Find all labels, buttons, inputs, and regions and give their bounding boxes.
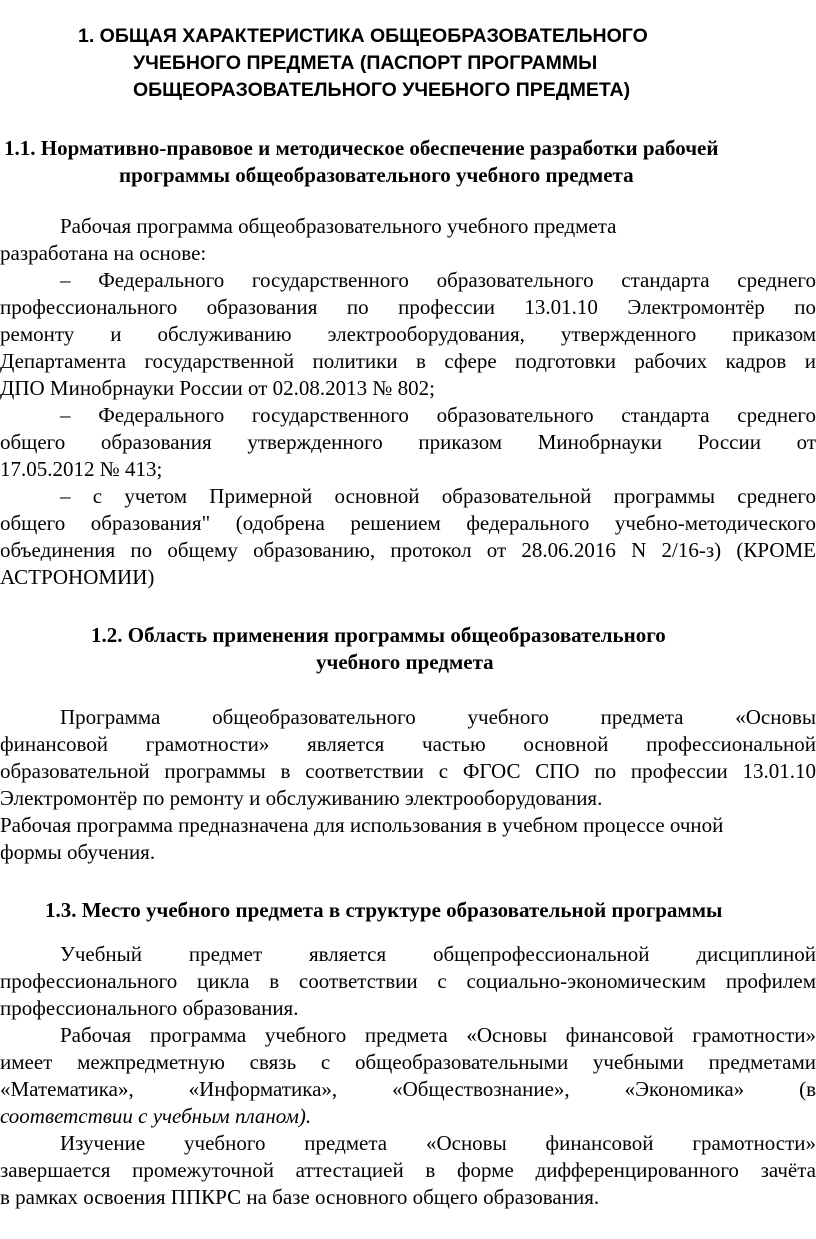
section-1-title-line-2: УЧЕБНОГО ПРЕДМЕТА (ПАСПОРТ ПРОГРАММЫ (133, 52, 598, 74)
paragraph-line: профессионального образования. (0, 996, 299, 1020)
paragraph-line: профессионального цикла в соответствии с социально-экономическим профилем (0, 969, 816, 993)
paragraph-line: АСТРОНОМИИ) (0, 565, 155, 589)
paragraph-line: финансовой грамотности» является частью основной профессиональной (0, 732, 816, 756)
paragraph-line: Рабочая программа общеобразовательного учебного предмета (60, 214, 617, 238)
paragraph-line: Рабочая программа предназначена для использования в учебном процессе очной (0, 813, 724, 837)
heading-1-1-line-2: программы общеобразовательного учебного предмета (119, 163, 634, 187)
paragraph-line: Рабочая программа учебного предмета «Основы финансовой грамотности» (60, 1023, 816, 1047)
paragraph-line: в рамках освоения ППКРС на базе основного общего образования. (0, 1185, 600, 1209)
section-1-title-line-1: 1. ОБЩАЯ ХАРАКТЕРИСТИКА ОБЩЕОБРАЗОВАТЕЛЬНОГО (78, 25, 648, 47)
paragraph-line-italic: соответствии с учебным планом). (0, 1104, 312, 1128)
paragraph-line: – Федерального государственного образовательного стандарта среднего (60, 403, 816, 427)
section-1-title-line-3: ОБЩЕОРАЗОВАТЕЛЬНОГО УЧЕБНОГО ПРЕДМЕТА) (133, 79, 631, 101)
heading-1-2-line-2: учебного предмета (316, 650, 494, 674)
paragraph-line: профессионального образования по профессии 13.01.10 Электромонтёр по (0, 295, 816, 319)
paragraph-line: общего образования утвержденного приказом Минобрнауки России от (0, 430, 816, 454)
paragraph-line: ДПО Минобрнауки России от 02.08.2013 № 802; (0, 376, 435, 400)
paragraph-line: разработана на основе: (0, 241, 207, 265)
paragraph-line: – Федерального государственного образовательного стандарта среднего (60, 268, 816, 292)
paragraph-line: имеет межпредметную связь с общеобразовательными учебными предметами (0, 1050, 816, 1074)
paragraph-line: 17.05.2012 № 413; (0, 457, 163, 481)
heading-1-3: 1.3. Место учебного предмета в структуре образовательной программы (45, 898, 723, 922)
paragraph-line: Департамента государственной политики в сфере подготовки рабочих кадров и (0, 349, 816, 373)
heading-1-2-line-1: 1.2. Область применения программы общеобразовательного (91, 623, 666, 647)
paragraph-line: образовательной программы в соответствии с ФГОС СПО по профессии 13.01.10 (0, 759, 816, 783)
paragraph-line: объединения по общему образованию, протокол от 28.06.2016 N 2/16-з) (КРОМЕ (0, 538, 816, 562)
paragraph-line: Программа общеобразовательного учебного предмета «Основы (60, 705, 816, 729)
paragraph-line: Учебный предмет является общепрофессиональной дисциплиной (60, 942, 816, 966)
paragraph-line: – с учетом Примерной основной образовательной программы среднего (60, 484, 816, 508)
paragraph-line: формы обучения. (0, 840, 156, 864)
paragraph-line: «Математика», «Информатика», «Обществознание», «Экономика» (в (0, 1077, 816, 1101)
paragraph-line: Электромонтёр по ремонту и обслуживанию электрооборудования. (0, 786, 603, 810)
paragraph-line: общего образования" (одобрена решением федерального учебно-методического (0, 511, 816, 535)
paragraph-line: Изучение учебного предмета «Основы финансовой грамотности» (60, 1131, 816, 1155)
heading-1-1-line-1: 1.1. Нормативно-правовое и методическое обеспечение разработки рабочей (4, 136, 719, 160)
paragraph-line: ремонту и обслуживанию электрооборудования, утвержденного приказом (0, 322, 816, 346)
paragraph-line: завершается промежуточной аттестацией в форме дифференцированного зачёта (0, 1158, 816, 1182)
